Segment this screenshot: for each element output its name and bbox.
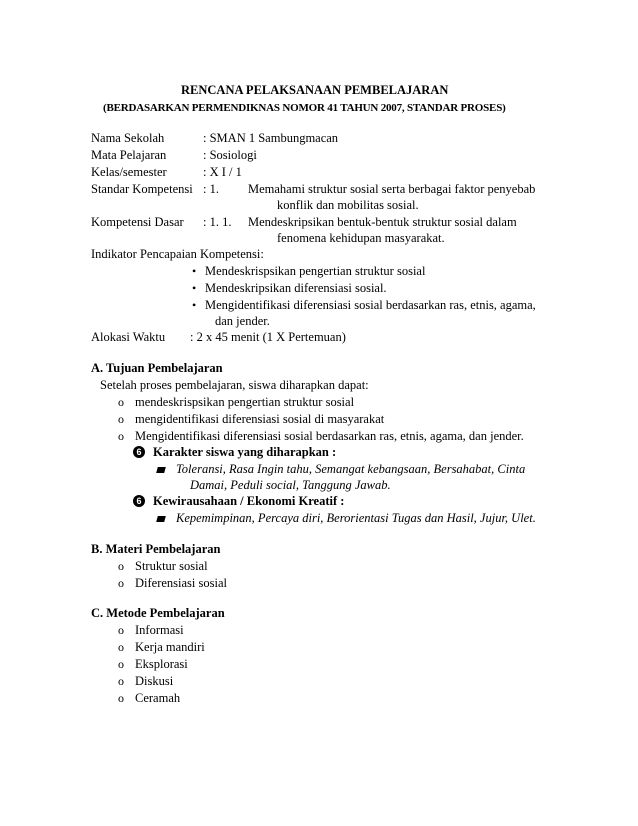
bullet-icon: •: [192, 298, 197, 312]
tujuan-item-1: mendeskrispsikan pengertian struktur sosial: [135, 395, 355, 409]
circle-bullet-icon: o: [118, 691, 124, 705]
section-a-heading: A. Tujuan Pembelajaran: [91, 361, 223, 375]
indikator-item-1: Mendeskrispsikan pengertian struktur sosial: [205, 264, 426, 278]
number-circle-icon: 6: [133, 446, 145, 458]
value-standar-kompetensi-line2: konflik dan mobilitas sosial.: [277, 198, 419, 212]
tujuan-item-3: Mengidentifikasi diferensiasi sosial berdasarkan ras, etnis, agama, dan jender.: [135, 429, 524, 443]
circle-bullet-icon: o: [118, 657, 124, 671]
label-alokasi-waktu: Alokasi Waktu: [91, 330, 166, 344]
section-b-heading: B. Materi Pembelajaran: [91, 542, 221, 556]
metode-item-4: Diskusi: [135, 674, 174, 688]
square-bullet-icon: [156, 516, 166, 522]
metode-item-5: Ceramah: [135, 691, 181, 705]
circle-bullet-icon: o: [118, 412, 124, 426]
colon-standar-kompetensi: : 1.: [203, 182, 219, 196]
karakter-heading: Karakter siswa yang diharapkan :: [153, 445, 337, 459]
value-kompetensi-dasar-line2: fenomena kehidupan masyarakat.: [277, 231, 445, 245]
document-subtitle: (BERDASARKAN PERMENDIKNAS NOMOR 41 TAHUN 2007, STANDAR PROSES): [103, 102, 506, 114]
circle-bullet-icon: o: [118, 674, 124, 688]
tujuan-item-2: mengidentifikasi diferensiasi sosial di masyarakat: [135, 412, 385, 426]
kewirausahaan-heading: Kewirausahaan / Ekonomi Kreatif :: [153, 494, 345, 508]
label-mata-pelajaran: Mata Pelajaran: [91, 148, 167, 162]
bullet-icon: •: [192, 264, 197, 278]
section-a-intro: Setelah proses pembelajaran, siswa diharapkan dapat:: [100, 378, 369, 392]
bullet-icon: •: [192, 281, 197, 295]
value-standar-kompetensi-line1: Memahami struktur sosial serta berbagai faktor penyebab: [248, 182, 536, 196]
value-mata-pelajaran: : Sosiologi: [203, 148, 257, 162]
label-indikator: Indikator Pencapaian Kompetensi:: [91, 247, 264, 261]
square-bullet-icon: [156, 467, 166, 473]
number-circle-icon: 6: [133, 495, 145, 507]
materi-item-2: Diferensiasi sosial: [135, 576, 227, 590]
circle-bullet-icon: o: [118, 395, 124, 409]
value-kompetensi-dasar-line1: Mendeskripsikan bentuk-bentuk struktur sosial dalam: [248, 215, 517, 229]
kewirausahaan-line-1: Kepemimpinan, Percaya diri, Berorientasi Tugas dan Hasil, Jujur, Ulet.: [176, 511, 536, 525]
label-kompetensi-dasar: Kompetensi Dasar: [91, 215, 184, 229]
value-alokasi-waktu: : 2 x 45 menit (1 X Pertemuan): [190, 330, 346, 344]
indikator-item-3: Mengidentifikasi diferensiasi sosial berdasarkan ras, etnis, agama,: [205, 298, 536, 312]
karakter-line-1: Toleransi, Rasa Ingin tahu, Semangat kebangsaan, Bersahabat, Cinta: [176, 462, 526, 476]
label-kelas: Kelas/semester: [91, 165, 167, 179]
label-standar-kompetensi: Standar Kompetensi: [91, 182, 193, 196]
value-nama-sekolah: : SMAN 1 Sambungmacan: [203, 131, 339, 145]
label-nama-sekolah: Nama Sekolah: [91, 131, 165, 145]
document-title: RENCANA PELAKSANAAN PEMBELAJARAN: [181, 83, 449, 97]
value-kelas: : X I / 1: [203, 165, 242, 179]
karakter-line-2: Damai, Peduli social, Tanggung Jawab.: [190, 478, 391, 492]
indikator-item-3-continuation: dan jender.: [215, 314, 270, 328]
colon-kompetensi-dasar: : 1. 1.: [203, 215, 232, 229]
metode-item-2: Kerja mandiri: [135, 640, 205, 654]
circle-bullet-icon: o: [118, 559, 124, 573]
circle-bullet-icon: o: [118, 623, 124, 637]
indikator-item-2: Mendeskripsikan diferensiasi sosial.: [205, 281, 387, 295]
materi-item-1: Struktur sosial: [135, 559, 208, 573]
section-c-heading: C. Metode Pembelajaran: [91, 606, 225, 620]
metode-item-1: Informasi: [135, 623, 184, 637]
circle-bullet-icon: o: [118, 640, 124, 654]
metode-item-3: Eksplorasi: [135, 657, 188, 671]
circle-bullet-icon: o: [118, 576, 124, 590]
circle-bullet-icon: o: [118, 429, 124, 443]
